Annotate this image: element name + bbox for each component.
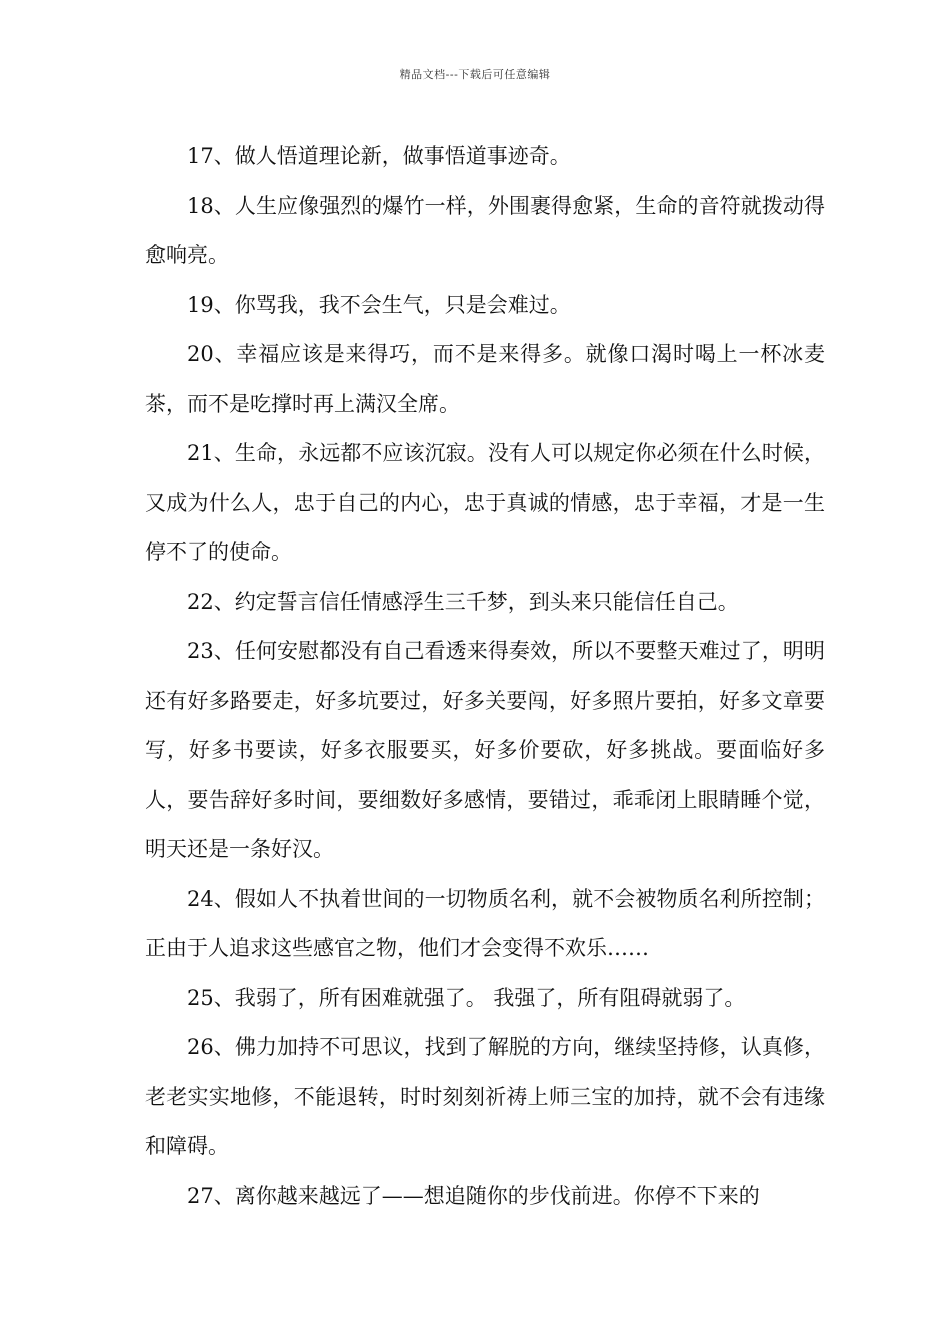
paragraph-21: 21、生命，永远都不应该沉寂。没有人可以规定你必须在什么时候，又成为什么人，忠于自己的内心，忠于真诚的情感，忠于幸福，才是一生停不了的使命。: [145, 441, 825, 564]
document-body: [145, 132, 825, 1221]
paragraph-20: 20、幸福应该是来得巧，而不是来得多。就像口渴时喝上一杯冰麦茶，而不是吃撑时再上满汉全席。: [145, 342, 825, 416]
paragraph-23: 23、任何安慰都没有自己看透来得奏效，所以不要整天难过了，明明还有好多路要走，好多坑要过，好多关要闯，好多照片要拍，好多文章要写，好多书要读，好多衣服要买，好多价要砍，好多挑战。要面临好多人，要告辞好多时间，要细数好多感情，要错过，乖乖闭上眼睛睡个觉，明天还是一条好汉。: [145, 639, 825, 861]
paragraph-27: 27、离你越来越远了——想追随你的步伐前进。你停不下来的: [187, 1183, 760, 1208]
paragraph-17: 17、做人悟道理论新，做事悟道事迹奇。: [187, 144, 571, 168]
paragraph-22: 22、约定誓言信任情感浮生三千梦，到头来只能信任自己。: [187, 589, 739, 614]
page-header: 精品文档---下载后可任意编辑: [399, 68, 551, 81]
paragraph-24: 24、假如人不执着世间的一切物质名利，就不会被物质名利所控制；正由于人追求这些感官之物，他们才会变得不欢乐……: [145, 886, 825, 960]
paragraph-18: 18、人生应像强烈的爆竹一样，外围裹得愈紧，生命的音符就拨动得愈响亮。: [145, 193, 825, 267]
paragraph-19: 19、你骂我，我不会生气，只是会难过。: [187, 292, 571, 317]
paragraph-25: 25、我弱了，所有困难就强了。 我强了，所有阻碍就弱了。: [187, 985, 746, 1010]
paragraph-26: 26、佛力加持不可思议，找到了解脱的方向，继续坚持修，认真修，老老实实地修，不能退转，时时刻刻祈祷上师三宝的加持，就不会有违缘和障碍。: [145, 1035, 825, 1158]
